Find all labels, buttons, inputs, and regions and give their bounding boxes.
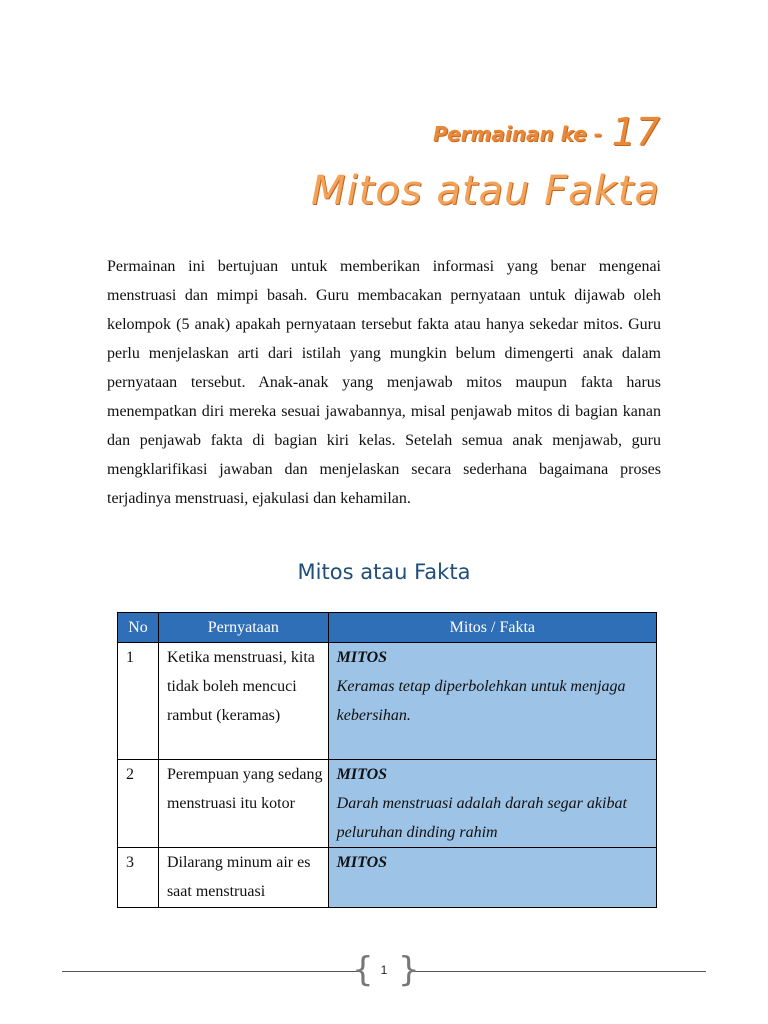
table-header-row xyxy=(118,613,657,643)
row-answer xyxy=(328,848,656,908)
header-verdict: Mitos / Fakta xyxy=(328,613,656,643)
myth-fact-table xyxy=(117,612,657,908)
row-statement: Ketika menstruasi, kita tidak boleh mencuci rambut (keramas) xyxy=(158,643,328,760)
intro-paragraph: Permainan ini bertujuan untuk memberikan informasi yang benar mengenai menstruasi dan mimpi basah. Guru membacakan pernyataan untuk dijawab oleh kelompok (5 anak) apakah pernyataan tersebut fakta atau hanya sekedar mitos. Guru perlu menjelaskan arti dari istilah yang mungkin belum dimengerti anak dalam pernyataan tersebut. Anak-anak yang menjawab mitos maupun fakta harus menempatkan diri mereka sesuai jawabannya, misal penjawab mitos di bagian kanan dan penjawab fakta di bagian kiri kelas. Setelah semua anak menjawab, guru mengklarifikasi jawaban dan menjelaskan secara sederhana bagaimana proses terjadinya menstruasi, ejakulasi dan kehamilan. xyxy=(107,258,661,507)
row-statement: Perempuan yang sedang menstruasi itu kotor xyxy=(158,760,328,848)
verdict-label: MITOS xyxy=(336,854,388,871)
game-label: Permainan ke - xyxy=(432,122,603,146)
explanation-text: Darah menstruasi adalah darah segar akibat peluruhan dinding rahim xyxy=(336,795,627,841)
left-brace-icon: { xyxy=(352,950,374,990)
row-number: 2 xyxy=(118,760,159,848)
explanation-text: Keramas tetap diperbolehkan untuk menjaga kebersihan. xyxy=(336,678,626,724)
row-statement: Dilarang minum air es saat menstruasi xyxy=(158,848,328,908)
verdict-label: MITOS xyxy=(336,766,388,783)
table-row xyxy=(118,848,657,908)
footer-rule-right xyxy=(410,971,706,972)
verdict-label: MITOS xyxy=(336,649,388,666)
header-statement: Pernyataan xyxy=(158,613,328,643)
row-answer xyxy=(328,760,656,848)
row-number: 3 xyxy=(118,848,159,908)
game-subtitle xyxy=(433,110,660,154)
page-number: 1 xyxy=(380,963,388,977)
row-answer xyxy=(328,643,656,760)
page-title: Mitos atau Fakta xyxy=(311,168,660,214)
table-row xyxy=(118,760,657,848)
header-no: No xyxy=(118,613,159,643)
table-title: Mitos atau Fakta xyxy=(297,560,471,584)
footer-rule-left xyxy=(62,971,358,972)
table-row xyxy=(118,643,657,760)
row-number: 1 xyxy=(118,643,159,760)
right-brace-icon: } xyxy=(398,950,420,990)
game-number: 17 xyxy=(611,110,660,154)
